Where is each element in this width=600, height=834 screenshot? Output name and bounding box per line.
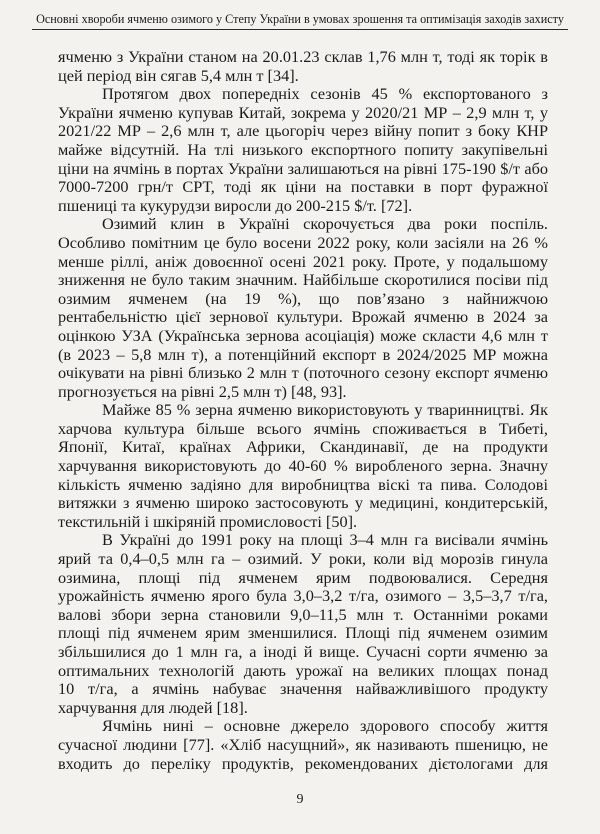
text-line: цей період він сягав 5,4 млн т [34].: [58, 65, 299, 85]
text-line: Ячмінь нині – основне джерело здорового способу життя: [102, 716, 548, 736]
text-line: Озимий клин в Україні скорочується два роки поспіль.: [102, 214, 548, 234]
text-line: 2021/22 МР – 2,6 млн т, але цьогоріч через війну попит з боку КНР: [58, 121, 548, 141]
text-line: пшениці та кукурудзи виросли до 200-215 $/т. [72].: [58, 195, 413, 215]
page-number: 9: [296, 792, 304, 807]
text-line: (в 2023 – 5,8 млн т), а потенційний експорт в 2024/2025 МР можна: [58, 344, 548, 364]
text-line: прогнозується на рівні 2,5 млн т) [48, 93].: [58, 381, 347, 401]
text-line: валові збори зерна становили 9,0–11,5 млн т. Останніми роками: [58, 604, 548, 624]
text-line: очікувати на рівні близько 2 млн т (поточного сезону експорт ячменю: [58, 363, 548, 383]
text-line: витяжки з ячменю широко застосовують у медицині, кондитерській,: [58, 493, 548, 513]
text-line: зниження не було таким значним. Найбільше скоротилися посіви під: [58, 270, 548, 290]
text-line: входить до переліку продуктів, рекомендованих дієтологами для: [58, 753, 548, 773]
text-line: харчова культура більше всього ячмінь споживається в Тибеті,: [58, 418, 548, 438]
text-line: Японії, Китаї, країнах Африки, Скандинавії, де на продукти: [58, 437, 548, 457]
text-line: харчування використовують до 40-60 % виробленого зерна. Значну: [58, 456, 548, 476]
text-line: кількість ячменю задіяно для виробництва віскі та пива. Солодові: [58, 474, 548, 494]
text-line: 7000-7200 грн/т СРТ, тоді як ціни на поставки в порт фуражної: [58, 177, 548, 197]
text-line: рентабельністю цієї зернової культури. Врожай ячменю в 2024 за: [58, 307, 548, 327]
text-line: ячменю з України станом на 20.01.23 склав 1,76 млн т, тоді як торік в: [58, 47, 548, 66]
text-line: харчування для людей [18].: [58, 697, 248, 717]
text-line: менше ріллі, аніж довоєнної осені 2021 року. Проте, у подальшому: [58, 251, 548, 271]
text-line: оптимальних технологій дають урожаї на великих площах понад: [58, 660, 548, 680]
text-line: озимим ячменем (на 19 %), що пов’язано з найнижчою: [58, 288, 548, 308]
text-line: Протягом двох попередніх сезонів 45 % експортованого з: [102, 84, 548, 104]
text-line: майже відсутній. На тлі низького експортного попиту закупівельні: [58, 139, 548, 159]
text-line: оцінкою УЗА (Українська зернова асоціація) може скласти 4,6 млн т: [58, 325, 548, 345]
text-line: сучасної людини [77]. «Хліб насущний», як називають пшеницю, не: [58, 734, 548, 754]
text-line: текстильній і шкіряній промисловості [50].: [58, 511, 358, 531]
text-line: України ячменю купував Китай, зокрема у 2020/21 МР – 2,9 млн т, у: [58, 102, 548, 122]
text-line: озимина, площі під ячменем ярим подвоювалися. Середня: [58, 567, 548, 587]
text-line: Особливо помітним це було восени 2022 року, коли засіяли на 26 %: [58, 232, 548, 252]
text-line: збільшилися до 1 млн га, а іноді й вище. Сучасні сорти ячменю за: [58, 642, 548, 661]
text-line: ярий та 0,4–0,5 млн га – озимий. У роки, коли від морозів гинула: [58, 549, 548, 569]
text-line: ціни на ячмінь в портах України залишаються на рівні 175-190 $/т або: [58, 158, 548, 178]
running-header: Основні хвороби ячменю озимого у Степу України в умовах зрошення та оптимізація заходів захисту: [32, 12, 568, 30]
text-line: В Україні до 1991 року на площі 3–4 млн га висівали ячмінь: [102, 530, 548, 550]
body-text: [58, 48, 548, 773]
text-line: Майже 85 % зерна ячменю використовують у тваринництві. Як: [102, 400, 548, 420]
text-line: урожайність ячменю ярого була 3,0–3,2 т/га, озимого – 3,5–3,7 т/га,: [58, 586, 548, 606]
text-line: 10 т/га, а ячмінь набуває значення найважливішого продукту: [58, 679, 548, 699]
text-line: площі під ячменем ярим зменшилися. Площі під ячменем озимим: [58, 623, 548, 643]
